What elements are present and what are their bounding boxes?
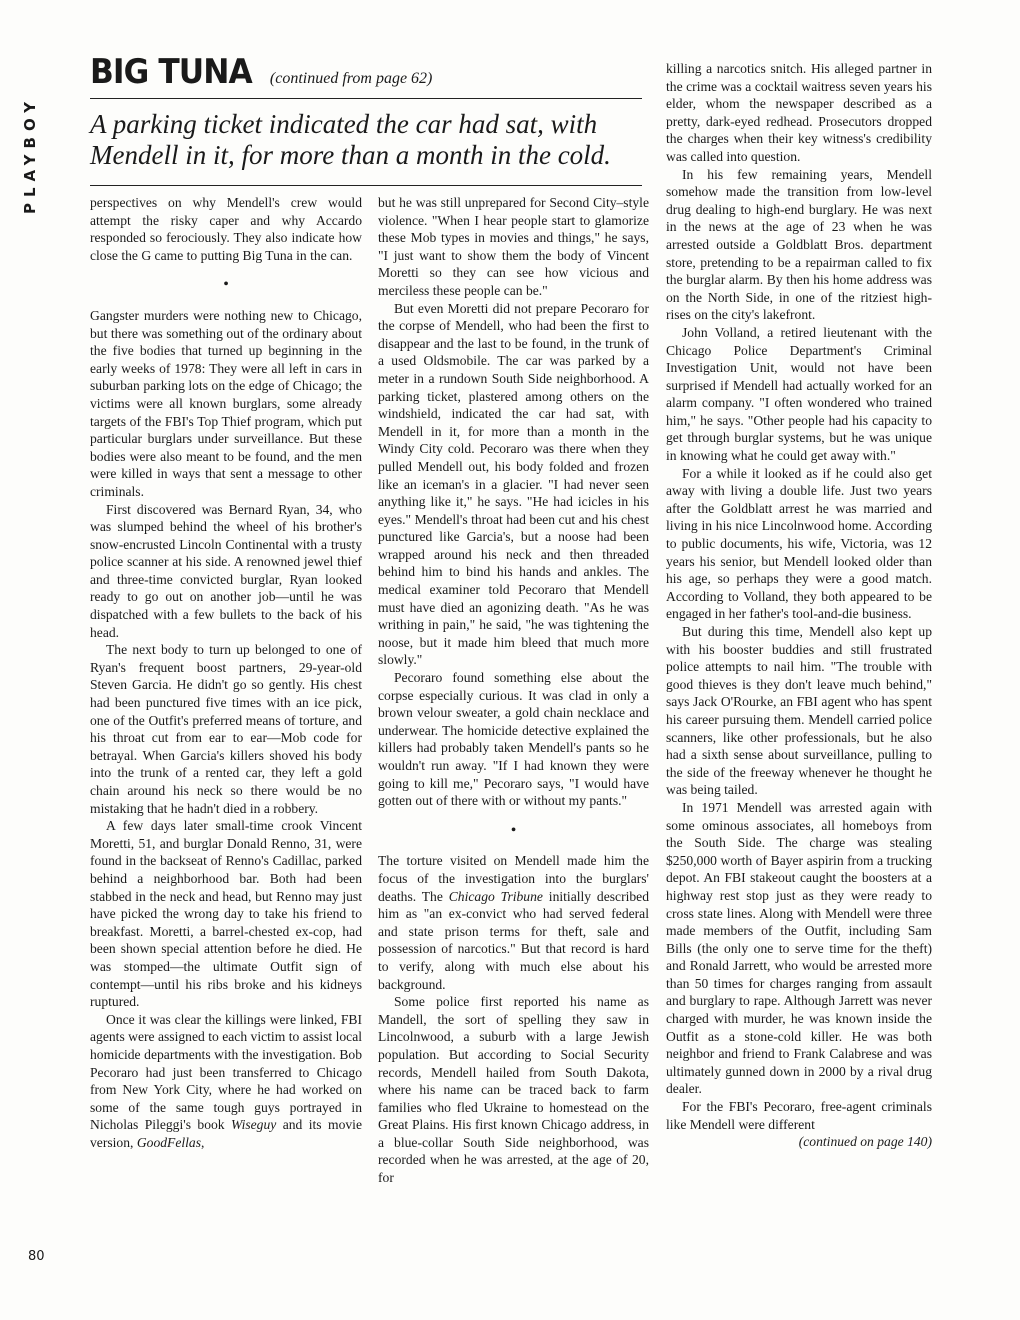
article-title: BIG TUNA [90,52,252,92]
paragraph: First discovered was Bernard Ryan, 34, who was slumped behind the wheel of his brother's snow-encrusted Lincoln Continental with a trusty police scanner at his side. A renowned jewel thief and three-time convicted burglar, Ryan looked ready to go out on another job—until he was dispatched with a few bullets to the back of his head. [90,501,362,640]
column-2 [378,194,649,1187]
page-number: 80 [28,1249,45,1264]
paragraph: John Volland, a retired lieutenant with the Chicago Police Department's Criminal Investigation Unit, would not have been surprised if Mendell had actually worked for an alarm company. "I often wondered who trained him," he says. "Other people had his capacity to get through burglar systems, but he was unique in knowing what he could get away with." [666,324,932,464]
paragraph: perspectives on why Mendell's crew would attempt the risky caper and why Accardo responded so ferociously. They also indicate how close the G came to putting Big Tuna in the can. [90,195,362,263]
book-title: Wiseguy [231,1117,277,1133]
paragraph-text: , [201,1134,205,1150]
paragraph: But even Moretti did not prepare Pecoraro for the corpse of Mendell, who had been the first to disappear and the last to be found, in the trunk of a used Oldsmobile. The car was parked by a meter in a rundown South Side neighborhood. A parking ticket, plastered among others on the windshield, indicated the car had sat, with Mendell in it, for more than a month in the Windy City cold. Pecoraro was there when they pulled Mendell out, his body folded and frozen like an iceman's in a glacier. "I had never seen anything like it," he says. "He had icicles in his eyes." Mendell's throat had been cut and his chest punctured like Garcia's, but a noose had been wrapped around his neck and then threaded behind him to bind his hands and ankles. The medical examiner told Pecoraro that Mendell must have died an agonizing death. "As he was writhing in pain," he said, "he was tightening the noose, but it made him bleed that much more slowly." [378,300,649,668]
column-3 [666,60,932,1151]
title-row [90,52,642,99]
column-1 [90,194,362,1151]
paragraph-text: initially described him as "an ex-convict who had served federal and state prison terms for theft, sale and possession of narcotics." But that record is hard to verify, along with much else about his background. [378,888,650,992]
paragraph-text: The torture visited on Mendell made him the focus of the investigation into the burglars' deaths. The [378,853,649,904]
pull-quote: A parking ticket indicated the car had sat, with Mendell in it, for more than a month in the cold. [90,109,642,186]
paragraph: killing a narcotics snitch. His alleged partner in the crime was a cocktail waitress seven years his elder, whom the newspaper described as a pretty, dark-eyed redhead. Prosecutors dropped the charges when their key witness's credibility was called into question. [666,61,932,164]
paragraph: A few days later small-time crook Vincent Moretti, 51, and burglar Donald Renno, 31, were found in the backseat of Renno's Cadillac, parked behind a neighborhood bar. Both had been stabbed in the neck and head, but Renno may just have picked the wrong day to take his friend to breakfast. Moretti, a barrel-chested ex-cop, had been shown special attention before he died. He was stomped—the ultimate Outfit sign of contempt—until his ribs broke and his kidneys ruptured. [90,818,362,1010]
section-separator: • [223,276,229,294]
paragraph: For a while it looked as if he could also get away with living a double life. Just two years after the Goldblatt arrest he was married and living in his nice Lincolnwood home. According to public documents, his wife, Victoria, was 12 years his senior, but Mendell looked older than his age, so perhaps they were a good match. According to Volland, they both appeared to be engaged in her father's tool-and-die business. [666,465,932,622]
newspaper-title: Chicago Tribune [448,888,543,904]
paragraph [90,1011,362,1152]
paragraph-text: Once it was clear the killings were linked, FBI agents were assigned to each victim to assist local homicide departments with the investigation. Bob Pecoraro had just been transferred to Chicago from New York City, where he had worked on some of the same tough guys portrayed in Nicholas Pileggi's book [90,1011,362,1133]
continued-on: (continued on page 140) [798,1134,932,1150]
paragraph: In his few remaining years, Mendell somehow made the transition from low-level drug dealing to high-end burglary. He was next in the news at the age of 23 when he was arrested outside a Goldblatt Bros. department store, pretending to be a repairman called to fix the burglar alarm. By then his home address was on the North Side, in one of the ritziest high-rises on the city's lakefront. [666,166,932,323]
paragraph: But during this time, Mendell also kept up with his booster buddies and still frustrated police attempts to nail him. "The trouble with good thieves is they don't leave much behind," says Jack O'Rourke, an FBI agent who has spent his career pursuing them. Mendell carried police scanners, like other professionals, but he also had a sixth sense about surveillance, pulling to the side of the freeway whenever he thought he was being tailed. [666,624,932,798]
paragraph: For the FBI's Pecoraro, free-agent criminals like Mendell were different [666,1099,932,1132]
paragraph-text: and its movie version, [90,1117,362,1150]
paragraph: Pecoraro found something else about the corpse especially curious. It was clad in only a brown velour sweater, a gold chain necklace and underwear. The homicide detective explained the killers had probably taken Mendell's pants so he wouldn't run away. "If I had known they were going to kill me," Pecoraro says, "I would have gotten out of there with or without my pants." [378,670,649,809]
paragraph: Gangster murders were nothing new to Chicago, but there was something out of the ordinary about the five bodies that turned up beginning in the early weeks of 1978: They were all left in cars in suburban parking lots on the edge of Chicago; the victims were all known burglars, some already targets of the FBI's Top Thief program, which put particular burglars under surveillance. But these bodies were also meant to be found, and the men were killed in ways that sent a message to other criminals. [90,307,362,499]
continued-from: (continued from page 62) [269,70,433,87]
paragraph: but he was still unprepared for Second City–style violence. "When I hear people start to glamorize these Mob types in movies and things," he says, "I just want to show them the body of Vincent Moretti so they can see how vicious and merciless these people can be." [378,195,649,298]
section-separator: • [510,821,517,839]
paragraph: The next body to turn up belonged to one of Ryan's frequent boost partners, 29-year-old Steven Garcia. He didn't go so gently. His chest had been punctured five times with an ice pick, one of the Outfit's preferred means of torture, and his throat cut from ear to ear—Mob code for betrayal. When Garcia's killers shoved his body into the trunk of a rented car, they left a gold chain around his neck so there would be no mistaking that he hadn't died in a robbery. [90,642,362,816]
movie-title: GoodFellas [136,1134,202,1150]
paragraph: In 1971 Mendell was arrested again with some ominous associates, all homeboys from the South Side. The charge was stealing $250,000 worth of Bayer aspirin from a trucking depot. An FBI stakeout caught the boosters at a highway rest stop just as they were ready to cross state lines. Along with Mendell were three made members of the Outfit, including Sam Bills (the only one to serve time for the theft) and Ronald Jarrett, who would be arrested more than 50 times for charges ranging from assault and burglary to rape. Although Jarrett was never charged with murder, he was known inside the Outfit as a stone-cold killer. He was both neighbor and friend to Frank Calabrese and was ultimately gunned down in 2000 by a rival drug dealer. [666,799,932,1097]
article-header [90,52,642,186]
paragraph: Some police first reported his name as Mandell, the sort of spelling they saw in Lincolnwood, a suburb with a large Jewish population. But according to Social Security records, Mendell hailed from South Dakota, where his name can be traced back to farm families who fled Ukraine to homestead on the Great Plains. His first known Chicago address, in a blue-collar South Side neighborhood, was recorded when he was arrested, at the age of 20, for [378,994,649,1186]
paragraph [378,852,649,993]
magazine-spine-label: PLAYBOY [21,95,39,215]
